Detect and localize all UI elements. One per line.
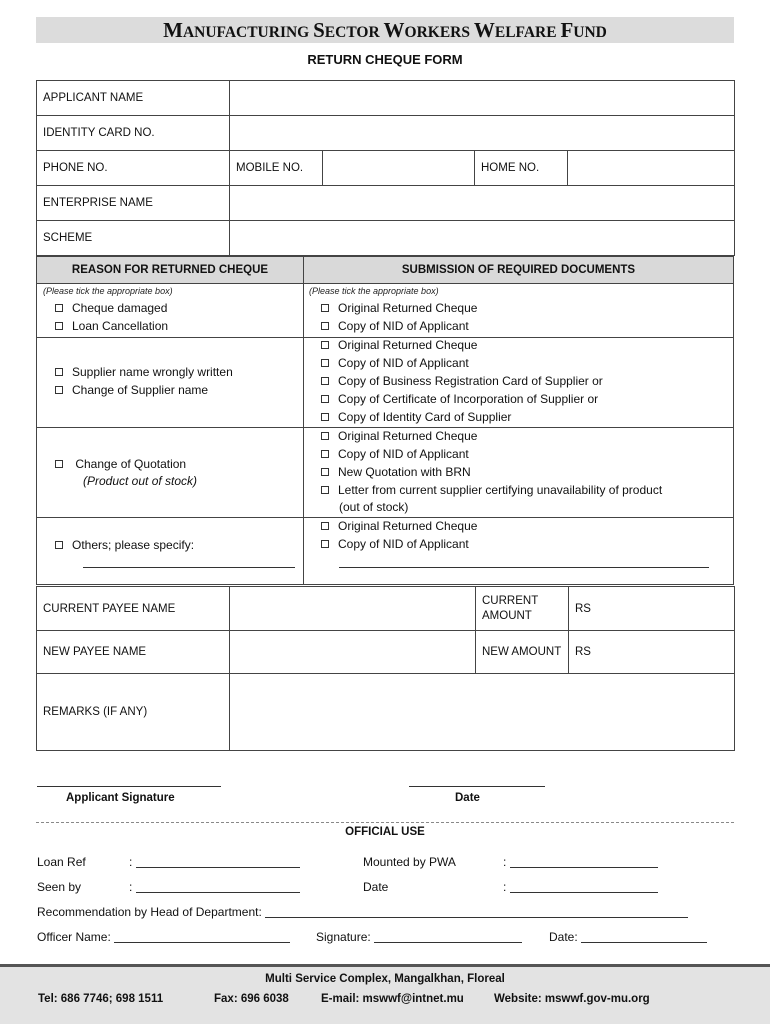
- current-amount-label: CURRENT AMOUNT: [476, 587, 569, 631]
- checkbox-icon[interactable]: [321, 395, 329, 403]
- remarks-field[interactable]: [230, 674, 735, 751]
- mounted-by-line[interactable]: [510, 857, 658, 868]
- applicant-name-field[interactable]: [230, 81, 735, 116]
- form-title: [36, 17, 734, 43]
- footer-website[interactable]: Website: mswwf.gov-mu.org: [494, 993, 650, 1005]
- official-date-line[interactable]: [510, 882, 658, 893]
- doc-original-cheque[interactable]: Original Returned Cheque: [321, 338, 477, 352]
- title-text: ORKERS: [404, 24, 474, 41]
- loan-ref-label: Loan Ref: [37, 855, 86, 869]
- applicant-signature-line[interactable]: [37, 786, 221, 787]
- reason-change-quotation[interactable]: Change of Quotation: [55, 457, 186, 471]
- date-signature-label: Date: [455, 792, 480, 804]
- doc-copy-nid[interactable]: Copy of NID of Applicant: [321, 319, 469, 333]
- home-label: HOME NO.: [475, 151, 568, 186]
- checkbox-icon[interactable]: [321, 413, 329, 421]
- doc-copy-nid[interactable]: Copy of NID of Applicant: [321, 356, 469, 370]
- scheme-field[interactable]: [230, 221, 735, 256]
- current-amount-field[interactable]: [569, 587, 735, 631]
- title-text: ANUFACTURING: [182, 24, 314, 41]
- footer-email[interactable]: E-mail: mswwf@intnet.mu: [321, 993, 464, 1005]
- doc-original-cheque[interactable]: Original Returned Cheque: [321, 301, 477, 315]
- phone-label: PHONE NO.: [37, 151, 230, 186]
- title-text: W: [473, 18, 495, 42]
- checkbox-icon[interactable]: [321, 522, 329, 530]
- currency-label: RS: [575, 646, 591, 658]
- checkbox-icon[interactable]: [321, 540, 329, 548]
- footer-address: Multi Service Complex, Mangalkhan, Floreal: [265, 973, 505, 985]
- checkbox-icon[interactable]: [55, 541, 63, 549]
- mobile-field[interactable]: [323, 151, 475, 186]
- submission-header: SUBMISSION OF REQUIRED DOCUMENTS: [303, 257, 733, 284]
- reason-cheque-damaged[interactable]: Cheque damaged: [55, 301, 167, 315]
- form-subtitle: RETURN CHEQUE FORM: [307, 52, 463, 67]
- checkbox-icon[interactable]: [321, 322, 329, 330]
- footer-tel: Tel: 686 7746; 698 1511: [38, 993, 164, 1005]
- mounted-by-label: Mounted by PWA: [363, 855, 456, 869]
- row-divider: [37, 427, 733, 428]
- remarks-label: REMARKS (IF ANY): [37, 674, 230, 751]
- doc-identity-card-supplier[interactable]: Copy of Identity Card of Supplier: [321, 410, 511, 424]
- officer-name-field[interactable]: Officer Name:: [37, 930, 290, 944]
- row-divider: [37, 517, 733, 518]
- official-signature-line[interactable]: [374, 932, 522, 943]
- enterprise-name-label: ENTERPRISE NAME: [37, 186, 230, 221]
- reason-change-supplier[interactable]: Change of Supplier name: [55, 383, 208, 397]
- new-payee-field[interactable]: [230, 631, 476, 674]
- new-amount-field[interactable]: [569, 631, 735, 674]
- reason-hint: (Please tick the appropriate box): [43, 286, 173, 296]
- doc-copy-nid[interactable]: Copy of NID of Applicant: [321, 537, 469, 551]
- current-payee-field[interactable]: [230, 587, 476, 631]
- reason-header: REASON FOR RETURNED CHEQUE: [37, 257, 303, 284]
- official-date-field[interactable]: :: [503, 880, 658, 894]
- others-specify-line[interactable]: [83, 567, 295, 568]
- loan-ref-line[interactable]: [136, 857, 300, 868]
- official-divider: [36, 822, 734, 823]
- applicant-signature-label: Applicant Signature: [66, 792, 175, 804]
- doc-copy-nid[interactable]: Copy of NID of Applicant: [321, 447, 469, 461]
- seen-by-line[interactable]: [136, 882, 300, 893]
- title-text: ECTOR: [324, 24, 384, 41]
- checkbox-icon[interactable]: [55, 460, 63, 468]
- official-date2-line[interactable]: [581, 932, 707, 943]
- scheme-label: SCHEME: [37, 221, 230, 256]
- checkbox-icon[interactable]: [321, 304, 329, 312]
- official-date2-field[interactable]: Date:: [549, 930, 707, 944]
- submission-hint: (Please tick the appropriate box): [309, 286, 439, 296]
- officer-name-line[interactable]: [114, 932, 290, 943]
- reason-loan-cancellation[interactable]: Loan Cancellation: [55, 319, 168, 333]
- checkbox-icon[interactable]: [321, 486, 329, 494]
- checkbox-icon[interactable]: [321, 468, 329, 476]
- seen-by-field[interactable]: :: [129, 880, 300, 894]
- reason-others[interactable]: Others; please specify:: [55, 538, 194, 552]
- checkbox-icon[interactable]: [321, 450, 329, 458]
- applicant-info-table: [36, 80, 735, 256]
- documents-section: [36, 256, 734, 585]
- official-use-title: OFFICIAL USE: [345, 826, 425, 838]
- reason-supplier-wrong[interactable]: Supplier name wrongly written: [55, 365, 233, 379]
- doc-original-cheque[interactable]: Original Returned Cheque: [321, 429, 477, 443]
- checkbox-icon[interactable]: [321, 359, 329, 367]
- official-date-label: Date: [363, 880, 389, 894]
- mounted-by-field[interactable]: :: [503, 855, 658, 869]
- applicant-name-label: APPLICANT NAME: [37, 81, 230, 116]
- current-payee-label: CURRENT PAYEE NAME: [37, 587, 230, 631]
- doc-original-cheque[interactable]: Original Returned Cheque: [321, 519, 477, 533]
- title-text: S: [313, 18, 325, 42]
- official-signature-field[interactable]: Signature:: [316, 930, 522, 944]
- checkbox-icon[interactable]: [55, 304, 63, 312]
- mobile-label: MOBILE NO.: [230, 151, 323, 186]
- checkbox-icon[interactable]: [321, 341, 329, 349]
- footer: [0, 964, 770, 1024]
- reason-note: (Product out of stock): [83, 474, 198, 488]
- title-text: M: [163, 18, 183, 42]
- home-field[interactable]: [568, 151, 735, 186]
- doc-supplier-letter-cont: (out of stock): [339, 500, 409, 514]
- title-text: ELFARE: [494, 24, 561, 41]
- loan-ref-field[interactable]: :: [129, 855, 300, 869]
- footer-fax: Fax: 696 6038: [214, 993, 289, 1005]
- doc-certificate-incorporation[interactable]: Copy of Certificate of Incorporation of Supplier or: [321, 392, 598, 406]
- documents-specify-line[interactable]: [339, 567, 709, 568]
- checkbox-icon[interactable]: [55, 322, 63, 330]
- recommendation-field[interactable]: Recommendation by Head of Department:: [37, 905, 688, 919]
- checkbox-icon[interactable]: [55, 368, 63, 376]
- doc-business-registration[interactable]: Copy of Business Registration Card of Supplier or: [321, 374, 603, 388]
- identity-card-field[interactable]: [230, 116, 735, 151]
- recommendation-line[interactable]: [265, 907, 688, 918]
- identity-card-label: IDENTITY CARD NO.: [37, 116, 230, 151]
- column-divider: [303, 257, 304, 584]
- seen-by-label: Seen by: [37, 880, 82, 894]
- currency-label: RS: [575, 602, 591, 615]
- checkbox-icon[interactable]: [321, 377, 329, 385]
- checkbox-icon[interactable]: [55, 386, 63, 394]
- enterprise-name-field[interactable]: [230, 186, 735, 221]
- new-payee-label: NEW PAYEE NAME: [37, 631, 230, 674]
- title-text: F: [560, 18, 574, 42]
- new-amount-label: NEW AMOUNT: [476, 631, 569, 674]
- title-text: UND: [573, 24, 607, 41]
- checkbox-icon[interactable]: [321, 432, 329, 440]
- doc-supplier-letter[interactable]: Letter from current supplier certifying unavailability of product: [321, 483, 662, 497]
- title-text: W: [383, 18, 405, 42]
- date-signature-line[interactable]: [409, 786, 545, 787]
- doc-new-quotation[interactable]: New Quotation with BRN: [321, 465, 471, 479]
- payee-table: [36, 586, 735, 751]
